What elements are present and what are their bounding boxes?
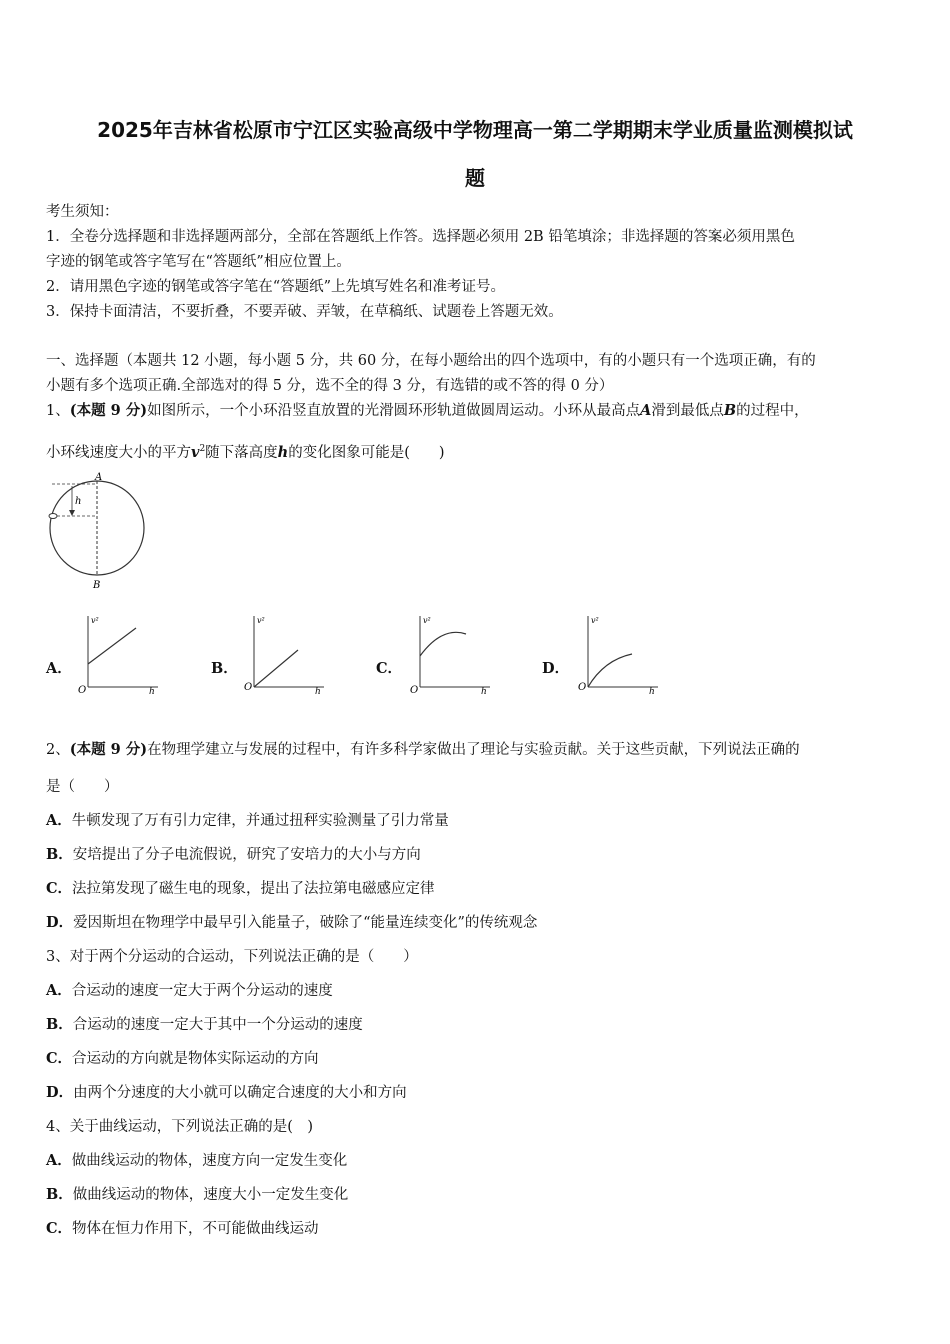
q1-option-a-label[interactable]: A． — [46, 660, 72, 677]
question-1-stem: 1、(本题 9 分)如图所示，一个小环沿竖直放置的光滑圆环形轨道做圆周运动。小环从最高点A滑到最低点B的过程中， — [46, 402, 809, 419]
notice-item-3: 3．保持卡面清洁，不要折叠，不要弄破、弄皱，在草稿纸、试题卷上答题无效。 — [46, 304, 563, 320]
q3-option-d[interactable]: D．由两个分速度的大小就可以确定合速度的大小和方向 — [46, 1084, 407, 1101]
graph-curve — [420, 632, 466, 656]
q1-option-a-graph[interactable] — [76, 612, 161, 697]
origin-label: O — [244, 682, 253, 693]
origin-label: O — [578, 682, 587, 693]
label-b: B — [93, 580, 101, 591]
q4-option-b[interactable]: B．做曲线运动的物体，速度大小一定发生变化 — [46, 1186, 349, 1203]
q2-option-d[interactable]: D．爱因斯坦在物理学中最早引入能量子，破除了“能量连续变化”的传统观念 — [46, 914, 538, 931]
origin-label: O — [410, 685, 419, 696]
q1-option-b-label[interactable]: B． — [211, 660, 238, 677]
label-h: h — [75, 496, 82, 507]
circular-track-figure — [44, 470, 154, 592]
question-1-stem-cont: 小环线速度大小的平方$v^2$随下落高度h的变化图象可能是( ) — [46, 443, 445, 461]
q4-option-c[interactable]: C．物体在恒力作用下，不可能做曲线运动 — [46, 1220, 319, 1237]
y-axis-label: v² — [257, 616, 265, 625]
graph-line — [254, 650, 298, 687]
q2-option-a[interactable]: A．牛顿发现了万有引力定律，并通过扭秤实验测量了引力常量 — [46, 812, 449, 829]
x-axis-label: h — [649, 687, 655, 697]
section-heading-cont: 小题有多个选项正确.全部选对的得 5 分，选不全的得 3 分，有选错的或不答的得 0 分） — [46, 378, 614, 394]
q1-option-d-graph[interactable] — [576, 612, 661, 697]
q2-option-c[interactable]: C．法拉第发现了磁生电的现象，提出了法拉第电磁感应定律 — [46, 880, 435, 897]
height-arrow-head — [69, 510, 75, 516]
question-score: (本题 9 分) — [69, 402, 148, 419]
x-axis-label: h — [315, 687, 321, 697]
question-2-stem-cont: 是（ ） — [46, 779, 119, 795]
q2-option-b[interactable]: B．安培提出了分子电流假说，研究了安培力的大小与方向 — [46, 846, 421, 863]
page-title-cont: 题 — [465, 166, 485, 190]
notice-item-1: 1．全卷分选择题和非选择题两部分，全部在答题纸上作答。选择题必须用 2B 铅笔填涂；非选择题的答案必须用黑色 — [46, 229, 795, 245]
question-2-stem: 2、(本题 9 分)在物理学建立与发展的过程中，有许多科学家做出了理论与实验贡献。关于这些贡献，下列说法正确的 — [46, 741, 800, 758]
origin-label: O — [78, 685, 87, 696]
question-4-stem: 4、关于曲线运动，下列说法正确的是( ) — [46, 1119, 314, 1135]
notice-item-1-cont: 字迹的钢笔或答字笔写在“答题纸”相应位置上。 — [46, 254, 351, 270]
y-axis-label: v² — [423, 616, 431, 625]
graph-line — [88, 628, 136, 664]
q3-option-c[interactable]: C．合运动的方向就是物体实际运动的方向 — [46, 1050, 319, 1067]
q3-option-b[interactable]: B．合运动的速度一定大于其中一个分运动的速度 — [46, 1016, 363, 1033]
q3-option-a[interactable]: A．合运动的速度一定大于两个分运动的速度 — [46, 982, 333, 999]
notice-item-2: 2．请用黑色字迹的钢笔或答字笔在“答题纸”上先填写姓名和准考证号。 — [46, 279, 506, 295]
graph-curve — [588, 654, 632, 687]
y-axis-label: v² — [591, 616, 599, 625]
q1-option-c-label[interactable]: C． — [376, 660, 403, 677]
q1-option-c-graph[interactable] — [408, 612, 493, 697]
question-3-stem: 3、对于两个分运动的合运动，下列说法正确的是（ ） — [46, 949, 418, 965]
section-heading: 一、选择题（本题共 12 小题，每小题 5 分，共 60 分，在每小题给出的四个选项中，有的小题只有一个选项正确，有的 — [46, 353, 816, 369]
small-ring — [49, 514, 57, 519]
question-number: 1、 — [46, 403, 70, 419]
q4-option-a[interactable]: A．做曲线运动的物体，速度方向一定发生变化 — [46, 1152, 348, 1169]
x-axis-label: h — [149, 687, 155, 697]
notice-heading: 考生须知： — [46, 204, 119, 220]
y-axis-label: v² — [91, 616, 99, 625]
q1-option-d-label[interactable]: D． — [542, 660, 570, 677]
label-a: A — [95, 472, 103, 483]
page-title: 2025年吉林省松原市宁江区实验高级中学物理高一第二学期期末学业质量监测模拟试 — [97, 118, 853, 142]
x-axis-label: h — [481, 687, 487, 697]
q1-option-b-graph[interactable] — [242, 612, 327, 697]
